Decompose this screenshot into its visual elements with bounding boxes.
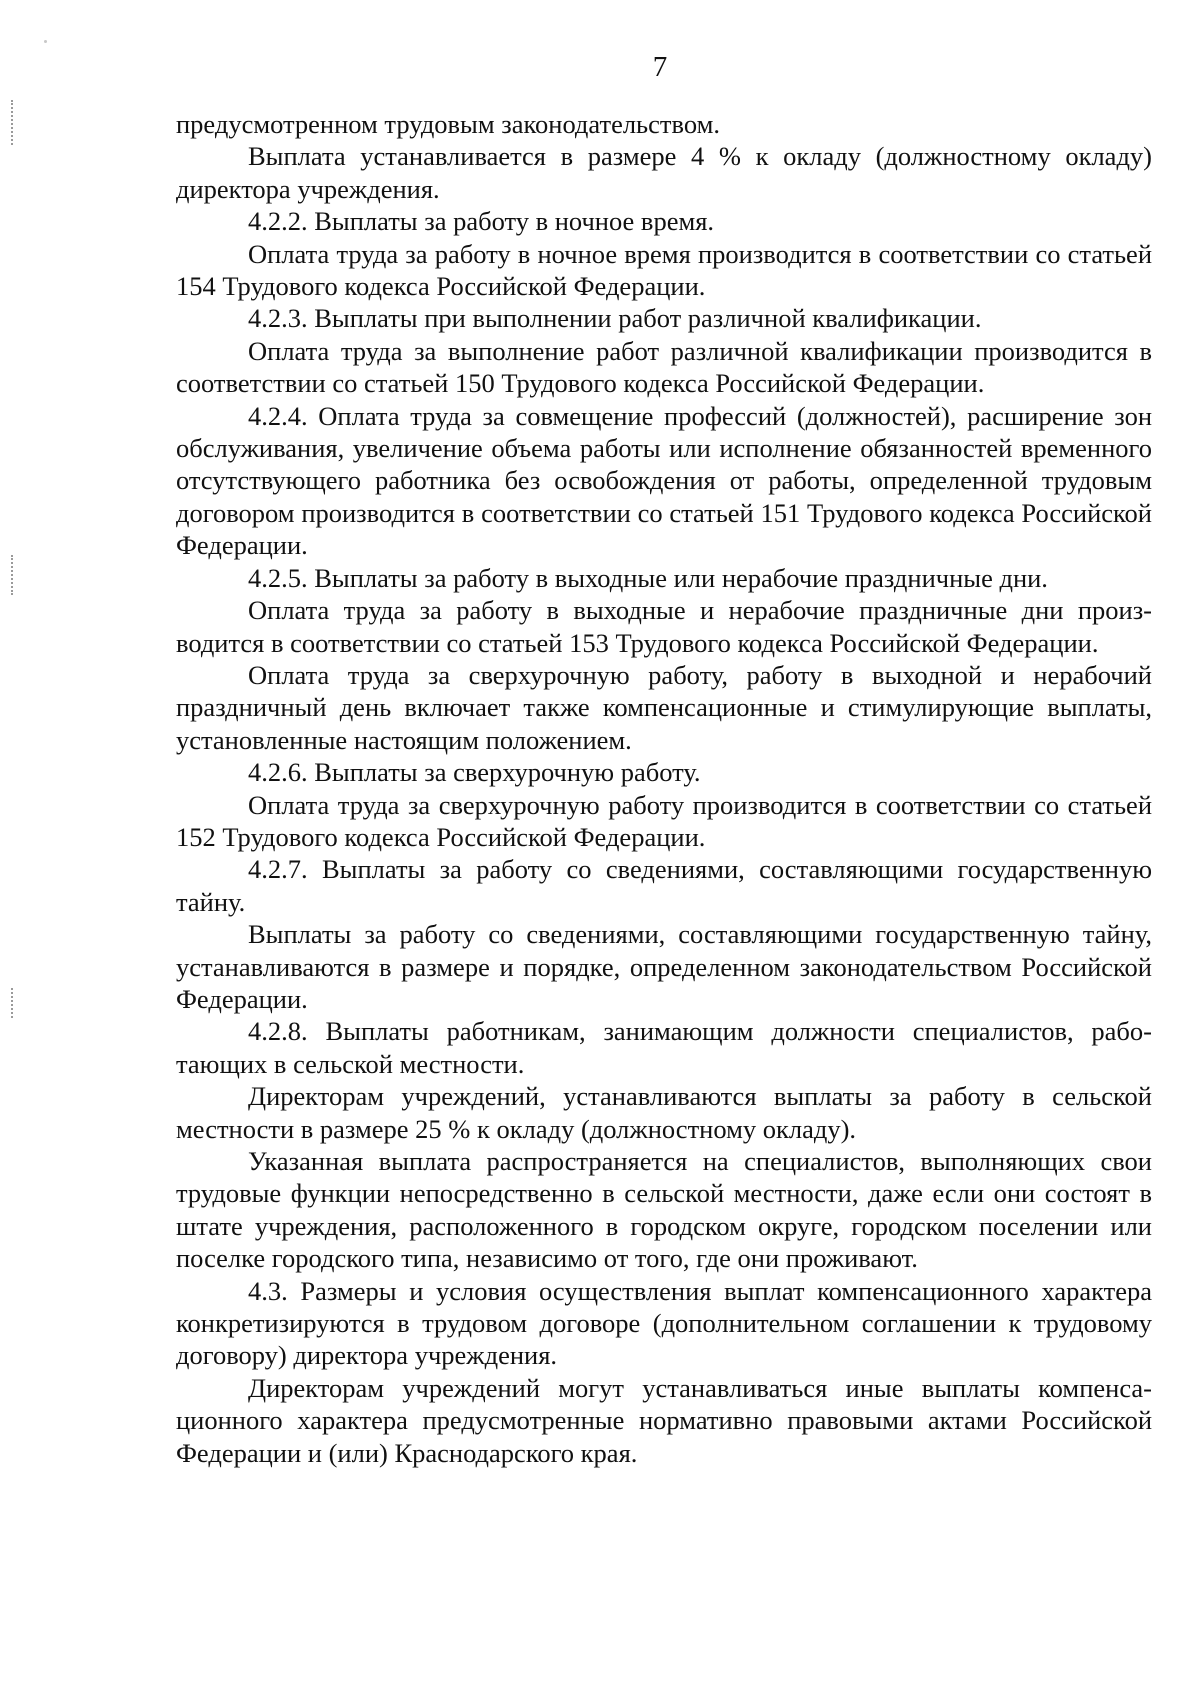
document-body (176, 108, 1152, 1469)
page-number: 7 (652, 51, 668, 83)
margin-binding-mark (11, 988, 15, 1018)
paragraph: Оплата труда за работу в выходные и нерабочие праздничные дни производится в соответствии со статьей 153 Трудового кодекса Российской Федерации. (176, 595, 1152, 658)
section-heading: 4.2.3. Выплаты при выполнении работ различной квалификации. (248, 303, 982, 334)
section-heading: 4.2.8. Выплаты работникам, занимающим должности специалистов, работающих в сельской местности. (176, 1016, 1152, 1079)
paragraph: Директорам учреждений, устанавливаются выплаты за работу в сельской местности в размере 25 % к окладу (должностному окладу). (176, 1081, 1152, 1144)
section-heading: 4.2.6. Выплаты за сверхурочную работу. (248, 757, 701, 788)
paragraph: Оплата труда за сверхурочную работу производится в соответствии со статьей 152 Трудового кодекса Российской Федерации. (176, 789, 1152, 852)
paragraph: 4.3. Размеры и условия осуществления выплат компенсационного характера конкретизируются в трудовом договоре (дополнительном соглашении к трудовому договору) директора учреждения. (176, 1275, 1152, 1371)
margin-binding-mark (11, 555, 15, 595)
section-heading: 4.2.2. Выплаты за работу в ночное время. (248, 206, 715, 237)
paragraph: 4.2.4. Оплата труда за совмещение профессий (должностей), расширение зон обслуживания, увеличение объема работы или исполнение обязанностей временного отсутствующего работника без освобождения от работы, определенной трудовым договором производится в соответствии со статьей 151 Трудового кодекса Российской Федерации. (176, 400, 1152, 561)
scan-speck (44, 40, 47, 43)
section-heading: 4.2.7. Выплаты за работу со сведениями, составляющими государственную тайну. (176, 854, 1152, 917)
paragraph: Директорам учреждений могут устанавливаться иные выплаты компенсационного характера предусмотренные нормативно правовыми актами Российской Федерации и (или) Краснодарского края. (176, 1372, 1152, 1468)
section-heading: 4.2.5. Выплаты за работу в выходные или нерабочие праздничные дни. (248, 562, 1048, 593)
paragraph: Выплаты за работу со сведениями, составляющими государственную тайну, устанавливаются в размере и порядке, определенном законодательством Российской Федерации. (176, 919, 1152, 1014)
margin-binding-mark (11, 100, 15, 145)
paragraph: предусмотренном трудовым законодательством. (176, 109, 720, 139)
paragraph: Оплата труда за выполнение работ различной квалификации производится в соответствии со статьей 150 Трудового кодекса Российской Федерации. (176, 335, 1152, 399)
paragraph: Оплата труда за сверхурочную работу, работу в выходной и нерабочий праздничный день включает также компенсационные и стимулирующие выплаты, установленные настоящим положением. (176, 659, 1152, 755)
paragraph: Оплата труда за работу в ночное время производится в соответствии со статьей 154 Трудового кодекса Российской Федерации. (176, 238, 1152, 302)
paragraph: Выплата устанавливается в размере 4 % к окладу (должностному окладу) директора учреждения. (176, 141, 1152, 204)
paragraph: Указанная выплата распространяется на специалистов, выполняющих свои трудовые функции непосредственно в сельской местности, даже если они состоят в штате учреждения, расположенного в городском округе, городском поселении или поселке городского типа, независимо от того, где они проживают. (176, 1146, 1152, 1274)
